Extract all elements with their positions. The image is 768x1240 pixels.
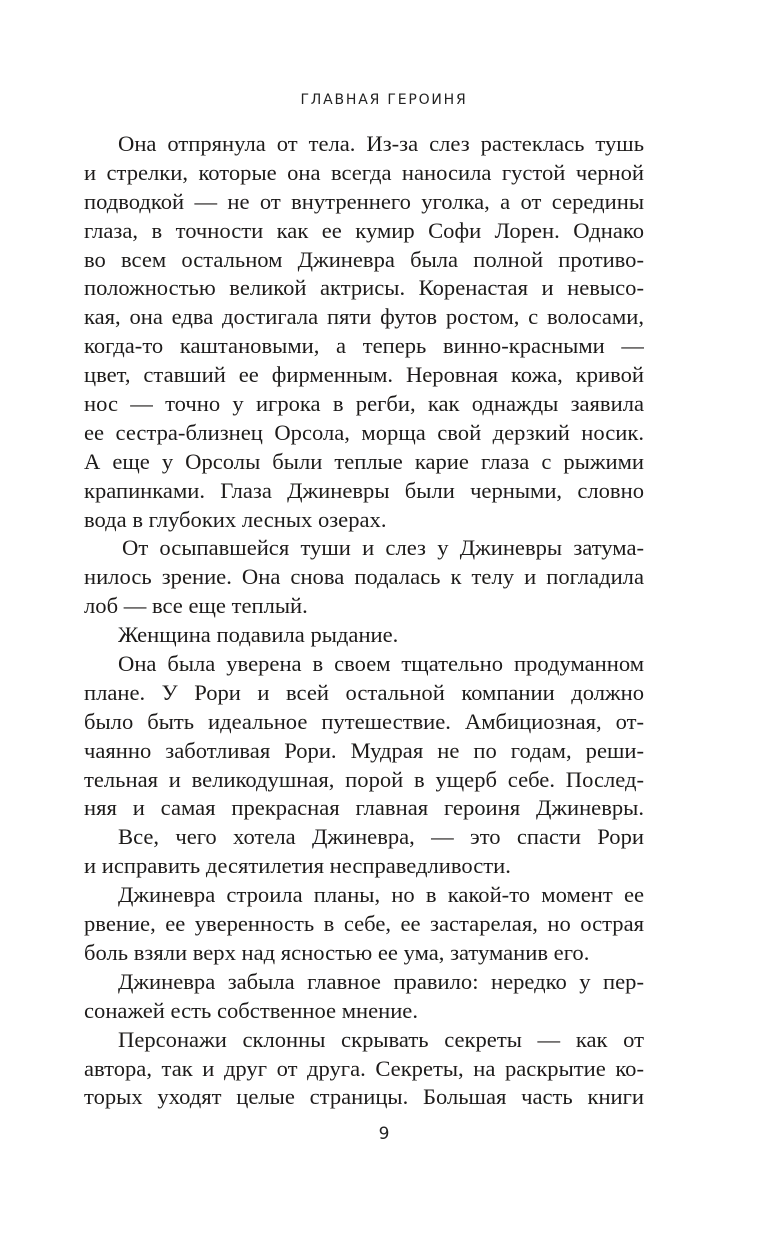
text-line: тельная и великодушная, порой в ущерб себе. Послед- [84,766,644,792]
text-line: положностью великой актрисы. Коренастая и невысо- [84,275,644,301]
text-line: кая, она едва достигала пяти футов ростом, с волосами, [84,304,644,330]
text-line: Она отпрянула от тела. Из-за слез растеклась тушь [118,131,644,156]
text-line: нос — точно у игрока в регби, как однажды заявила [84,391,644,417]
page-number: 9 [378,1124,390,1144]
text-line: когда-то каштановыми, а теперь винно-красными — [84,333,644,359]
text-line: автора, так и друг от друга. Секреты, на раскрытие ко- [84,1055,644,1081]
text-line: во всем остальном Джиневра была полной противо- [84,246,644,272]
text-line: боль взяли верх над ясностью ее ума, затуманив его. [84,939,590,965]
text-line: подводкой — не от внутреннего уголка, а от середины [84,188,644,214]
text-line: няя и самая прекрасная главная героиня Джиневры. [84,795,644,821]
text-line: Джиневра забыла главное правило: нередко у пер- [118,968,644,994]
text-line: сонажей есть собственное мнение. [84,997,418,1023]
text-line: рвение, ее уверенность в себе, ее застарелая, но острая [84,911,644,937]
text-line: было быть идеальное путешествие. Амбициозная, от- [84,708,644,734]
text-line: От осыпавшейся туши и слез у Джиневры затума- [122,535,644,561]
text-line: Джиневра строила планы, но в какой-то момент ее [118,882,644,908]
text-line: Она была уверена в своем тщательно продуманном [118,651,644,677]
text-line: А еще у Орсолы были теплые карие глаза с рыжими [84,448,644,474]
text-line: торых уходят целые страницы. Большая часть книги [84,1084,644,1110]
text-line: Женщина подавила рыдание. [118,622,399,648]
text-line: ее сестра-близнец Орсола, морща свой дерзкий носик. [84,419,644,445]
text-line: чаянно заботливая Рори. Мудрая не по годам, реши- [84,737,644,763]
text-line: и стрелки, которые она всегда наносила густой черной [84,159,644,185]
text-line: плане. У Рори и всей остальной компании должно [84,679,644,705]
body-text [84,130,644,1112]
text-line: лоб — все еще теплый. [84,593,308,619]
text-line: Персонажи склонны скрывать секреты — как от [118,1026,644,1052]
text-line: крапинками. Глаза Джиневры были черными, словно [84,477,644,503]
text-line: цвет, ставший ее фирменным. Неровная кожа, кривой [84,362,644,388]
text-line: и исправить десятилетия несправедливости. [84,853,511,879]
text-line: Все, чего хотела Джиневра, — это спасти Рори [118,824,644,850]
running-head: ГЛАВНАЯ ГЕРОИНЯ [300,92,468,108]
text-line: вода в глубоких лесных озерах. [84,506,387,532]
text-line: нилось зрение. Она снова подалась к телу и погладила [84,564,644,590]
text-line: глаза, в точности как ее кумир Софи Лорен. Однако [84,217,644,243]
